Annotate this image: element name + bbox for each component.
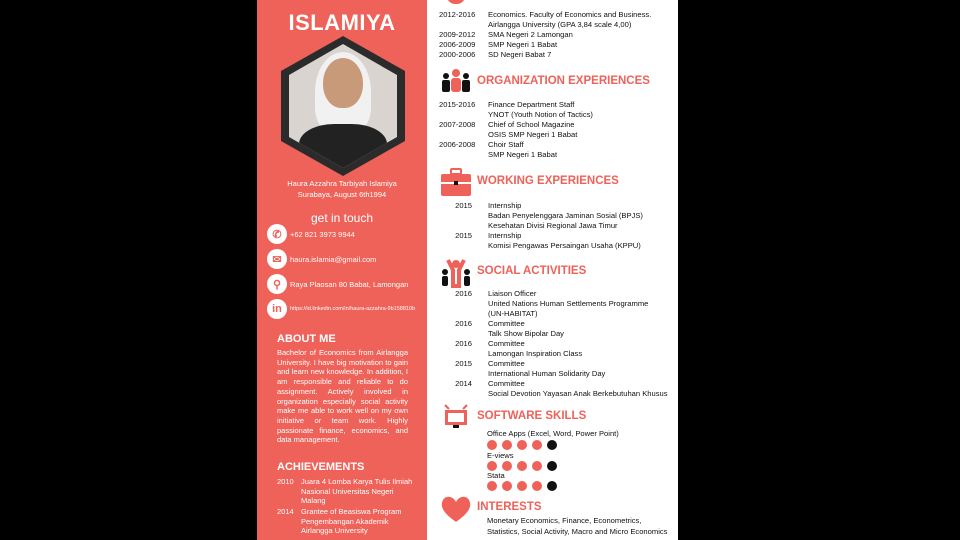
- education-row: 2000-2006 SD Negeri Babat 7: [439, 50, 552, 59]
- skill-dot-filled: [487, 481, 497, 491]
- organization-row: SMP Negeri 1 Babat: [488, 150, 558, 159]
- organization-heading: [439, 68, 650, 94]
- education-row: 2009-2012 SMA Negeri 2 Lamongan: [439, 30, 573, 39]
- contact-phone[interactable]: [267, 224, 425, 244]
- working-row: Kesehatan Divisi Regional Jawa Timur: [488, 221, 618, 230]
- skill-dot-empty: [547, 481, 557, 491]
- interests-title: INTERESTS: [477, 501, 542, 513]
- social-heading: [439, 258, 586, 284]
- graduation-icon: [447, 0, 465, 4]
- achievement-item: [277, 507, 417, 536]
- skill-dot-filled: [487, 440, 497, 450]
- social-row: 2014 Committee: [455, 379, 525, 388]
- skill-dot-filled: [532, 481, 542, 491]
- organization-row: 2015-2016 Finance Department Staff: [439, 100, 575, 109]
- skill-dot-filled: [502, 461, 512, 471]
- software-heading: [439, 403, 586, 429]
- skill-name: Office Apps (Excel, Word, Power Point): [487, 429, 619, 438]
- phone-icon: ✆: [267, 224, 287, 244]
- monitor-icon: [439, 403, 473, 429]
- profile-name: ISLAMIYA: [288, 10, 396, 35]
- social-title: SOCIAL ACTIVITIES: [477, 265, 587, 277]
- profile-photo: [281, 36, 405, 176]
- achievements-title: ACHIEVEMENTS: [277, 461, 365, 473]
- social-row: (UN-HABITAT): [488, 309, 538, 318]
- education-row: Airlangga University (GPA 3,84 scale 4,00): [488, 20, 632, 29]
- organization-row: 2007-2008 Chief of School Magazine: [439, 120, 575, 129]
- skill-dot-filled: [502, 481, 512, 491]
- skill-level-dots: [487, 440, 562, 450]
- skill-dot-empty: [547, 440, 557, 450]
- working-heading: [439, 168, 619, 194]
- contact-linkedin[interactable]: [267, 299, 425, 319]
- phone-text: +62 821 3973 9944: [290, 229, 355, 239]
- linkedin-icon: in: [267, 299, 287, 319]
- working-row: 2015 Internship: [455, 201, 522, 210]
- hands-up-people-icon: [439, 258, 473, 284]
- cv-page: [257, 0, 678, 540]
- skill-level-dots: [487, 461, 562, 471]
- organization-row: OSIS SMP Negeri 1 Babat: [488, 130, 578, 139]
- skill-dot-filled: [532, 440, 542, 450]
- working-row: 2015 Internship: [455, 231, 522, 240]
- linkedin-text: https://id.linkedin.com/in/haura-azzahra-9b158810b: [290, 306, 416, 312]
- organization-title: ORGANIZATION EXPERIENCES: [477, 75, 650, 87]
- about-text: Bachelor of Economics from Airlangga University. I have big motivation to gain and learn new knowledge. In addition, I am responsible and reliable to do assignment. Actively involved in organization especially social activity make me able to work well on my own initiative or team work. Highly passionate finance, economics, and data management.: [277, 348, 408, 445]
- social-row: International Human Solidarity Day: [488, 369, 606, 378]
- achievement-item: [277, 477, 417, 506]
- social-row: 2016 Committee: [455, 339, 525, 348]
- interests-text: Monetary Economics, Finance, Econometrics, Statistics, Social Activity, Macro and Micro Economics: [487, 516, 668, 536]
- get-in-touch-title: get in touch: [310, 211, 374, 225]
- skill-dot-filled: [517, 440, 527, 450]
- skill-dot-filled: [487, 461, 497, 471]
- address-text: Raya Plaosan 80 Babat, Lamongan: [290, 279, 409, 289]
- skill-name: E-views: [487, 451, 514, 460]
- full-name: Haura Azzahra Tarbiyah Islamiya: [287, 179, 397, 188]
- skill-dot-filled: [532, 461, 542, 471]
- skill-dot-filled: [502, 440, 512, 450]
- skill-dot-filled: [517, 481, 527, 491]
- working-row: Badan Penyelenggara Jaminan Sosial (BPJS): [488, 211, 643, 220]
- skill-dot-filled: [517, 461, 527, 471]
- social-row: 2016 Liaison Officer: [455, 289, 537, 298]
- achievement-text: Juara 4 Lomba Karya Tulis Ilmiah Nasional Universitas Negeri Malang: [301, 477, 413, 506]
- contact-address: [267, 274, 425, 294]
- skill-name: Stata: [487, 471, 505, 480]
- software-title: SOFTWARE SKILLS: [477, 410, 587, 422]
- email-text: haura.islamia@gmail.com: [290, 254, 377, 264]
- education-row: 2012-2016 Economics. Faculty of Economics and Business.: [439, 10, 652, 19]
- location-icon: ⚲: [267, 274, 287, 294]
- heart-icon: [439, 494, 473, 520]
- birth-info: Surabaya, August 6th1994: [297, 190, 387, 199]
- people-group-icon: [439, 68, 473, 94]
- social-row: United Nations Human Settlements Programme: [488, 299, 649, 308]
- education-row: 2006-2009 SMP Negeri 1 Babat: [439, 40, 558, 49]
- working-row: Komisi Pengawas Persaingan Usaha (KPPU): [488, 241, 641, 250]
- working-title: WORKING EXPERIENCES: [477, 175, 619, 187]
- achievement-text: Grantee of Beasiswa Program Pengembangan Akademik Airlangga University: [301, 507, 402, 536]
- social-row: Social Devotion Yayasan Anak Berkebutuhan Khusus: [488, 389, 668, 398]
- social-row: 2016 Committee: [455, 319, 525, 328]
- briefcase-icon: [439, 168, 473, 194]
- mail-icon: ✉: [267, 249, 287, 269]
- profile-subinfo: [257, 178, 427, 200]
- achievement-year: 2014: [277, 507, 294, 516]
- about-title: ABOUT ME: [277, 333, 336, 345]
- achievement-year: 2010: [277, 477, 294, 486]
- organization-row: 2006-2008 Choir Staff: [439, 140, 524, 149]
- skill-level-dots: [487, 481, 562, 491]
- skill-dot-empty: [547, 461, 557, 471]
- contact-email[interactable]: [267, 249, 425, 269]
- social-row: Talk Show Bipolar Day: [488, 329, 564, 338]
- left-column: [257, 0, 427, 540]
- organization-row: YNOT (Youth Notion of Tactics): [488, 110, 593, 119]
- social-row: Lamongan Inspiration Class: [488, 349, 583, 358]
- right-column: [427, 0, 678, 540]
- social-row: 2015 Committee: [455, 359, 525, 368]
